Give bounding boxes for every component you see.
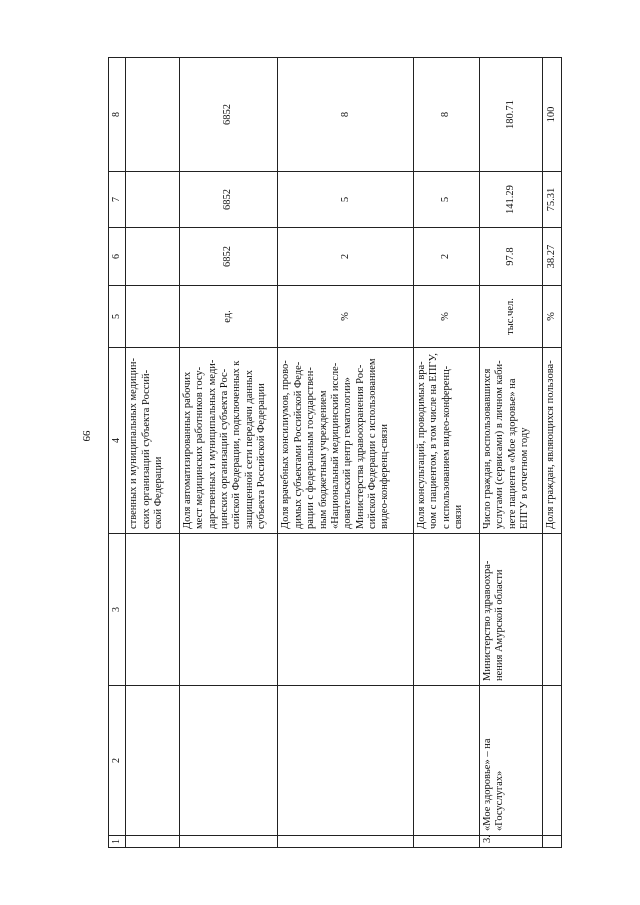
cell-project [126,686,179,836]
table-row [179,58,278,848]
header-cell: 3 [109,534,126,686]
table-row [414,58,480,848]
cell-project [278,686,414,836]
cell-indicator: ственных и муниципальных медицин-ских организаций субъекта Россий-ской Федерации [126,348,179,534]
cell-executor [179,534,278,686]
cell-value [126,58,179,172]
cell-project: «Мое здоровье» – на «Госуслугах» [479,686,543,836]
cell-number [543,836,562,848]
cell-unit: % [278,286,414,348]
cell-value [126,172,179,228]
document-table-frame [108,58,562,848]
cell-value: 2 [414,228,480,286]
cell-value [126,228,179,286]
cell-number [126,836,179,848]
table-row [479,58,543,848]
cell-indicator: Доля граждан, являющихся пользова- [543,348,562,534]
header-cell: 1 [109,836,126,848]
cell-number [414,836,480,848]
cell-value: 5 [414,172,480,228]
cell-indicator: Доля консультаций, проводимых вра-чом с пациентом, в том числе на ЕПГУ, с использованием видео-конференц-связи [414,348,480,534]
cell-unit: тыс.чел. [479,286,543,348]
header-cell: 8 [109,58,126,172]
cell-unit [126,286,179,348]
cell-value: 6852 [179,58,278,172]
cell-executor [414,534,480,686]
header-cell: 5 [109,286,126,348]
cell-value: 6852 [179,228,278,286]
cell-indicator: Доля автоматизированных рабочих мест медицинских работников госу-дарственных и муниципальных меди-цинских организаций субъекта Рос-сийской Федерации, подключенных к защищенной сети передачи данных субъекта Российской Федерации [179,348,278,534]
header-cell: 6 [109,228,126,286]
cell-indicator: Число граждан, воспользовавшихся услугами (сервисами) в личном каби-нете пациента «Мое здоровье» на ЕПГУ в отчетном году [479,348,543,534]
cell-value: 97.8 [479,228,543,286]
cell-number: 3. [479,836,543,848]
header-cell: 4 [109,348,126,534]
cell-value: 141.29 [479,172,543,228]
cell-executor [126,534,179,686]
cell-indicator: Доля врачебных консилиумов, прово-димых субъектами Российской Феде-рации с федеральным государствен-ным бюджетным учреждением «Национальный медицинский иссле-довательский центр гематологии» Министерства здравоохранения Рос-сийской Федерации с использованием видео-конференц-связи [278,348,414,534]
table-row [126,58,179,848]
cell-executor: Министерство здравоохра-нения Амурской области [479,534,543,686]
cell-unit: % [543,286,562,348]
cell-value: 75.31 [543,172,562,228]
cell-value: 38.27 [543,228,562,286]
cell-number [278,836,414,848]
cell-project [543,686,562,836]
cell-unit: ед. [179,286,278,348]
header-cell: 2 [109,686,126,836]
table-row [278,58,414,848]
cell-value: 8 [278,58,414,172]
header-row [109,58,126,848]
indicators-table [108,57,562,848]
page-number: 99 [80,430,92,442]
cell-number [179,836,278,848]
cell-executor [278,534,414,686]
cell-value: 8 [414,58,480,172]
cell-value: 5 [278,172,414,228]
cell-value: 6852 [179,172,278,228]
cell-project [414,686,480,836]
header-cell: 7 [109,172,126,228]
cell-value: 100 [543,58,562,172]
cell-value: 2 [278,228,414,286]
cell-unit: % [414,286,480,348]
table-row [543,58,562,848]
cell-value: 180.71 [479,58,543,172]
cell-project [179,686,278,836]
cell-executor [543,534,562,686]
